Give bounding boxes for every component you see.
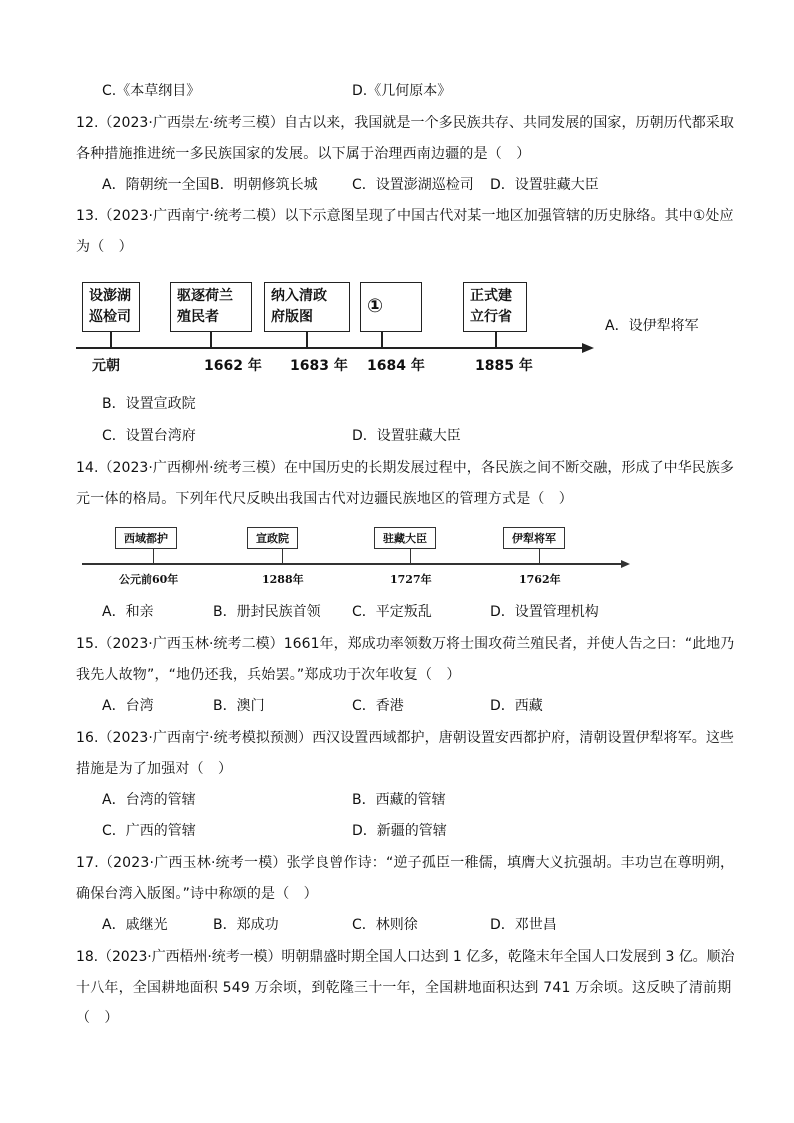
question-12-stem: 12.（2023·广西崇左·统考三模）自古以来，我国就是一个多民族共存、共同发展的国家，历朝历代都采取 bbox=[76, 115, 734, 131]
timeline-14-axis bbox=[82, 563, 622, 565]
option-c[interactable]: C.《本草纲目》 bbox=[102, 83, 201, 99]
q15-option-a[interactable]: A．台湾 bbox=[102, 698, 154, 714]
timeline-14-box: 驻藏大臣 bbox=[374, 527, 436, 549]
q17-option-d[interactable]: D．邓世昌 bbox=[490, 917, 557, 933]
q17-option-c[interactable]: C．林则徐 bbox=[352, 917, 418, 933]
timeline-13-year: 1662 年 bbox=[204, 358, 262, 374]
question-14-stem: 14.（2023·广西柳州·统考三模）在中国历史的长期发展过程中，各民族之间不断交融，形成了中华民族多 bbox=[76, 460, 734, 476]
question-12-stem-cont: 各种措施推进统一多民族国家的发展。以下属于治理西南边疆的是（ ） bbox=[76, 146, 531, 162]
q16-option-a[interactable]: A．台湾的管辖 bbox=[102, 792, 196, 808]
box-text: 立行省 bbox=[470, 309, 512, 325]
timeline-14-box: 伊犁将军 bbox=[503, 527, 565, 549]
timeline-13-axis bbox=[76, 347, 584, 349]
question-18-stem: 18.（2023·广西梧州·统考一模）明朝鼎盛时期全国人口达到 1 亿多，乾隆末年全国人口发展到 3 亿。顺治 bbox=[76, 949, 735, 965]
timeline-14-year: 1762年 bbox=[519, 573, 561, 586]
box-text: 设澎湖 bbox=[89, 288, 131, 304]
timeline-13-year: 1684 年 bbox=[367, 358, 425, 374]
arrow-right-icon bbox=[621, 560, 630, 568]
timeline-13-tick bbox=[381, 332, 383, 348]
option-d[interactable]: D.《几何原本》 bbox=[352, 83, 452, 99]
q14-option-c[interactable]: C．平定叛乱 bbox=[352, 604, 432, 620]
timeline-13-box-5 bbox=[463, 282, 527, 332]
timeline-13-year: 元朝 bbox=[92, 358, 120, 374]
q13-option-b[interactable]: B．设置宣政院 bbox=[102, 396, 196, 412]
question-18-stem-cont-2: （ ） bbox=[76, 1010, 119, 1026]
q16-option-c[interactable]: C．广西的管辖 bbox=[102, 823, 196, 839]
q17-option-a[interactable]: A．戚继光 bbox=[102, 917, 168, 933]
timeline-14-tick bbox=[153, 549, 154, 564]
arrow-right-icon bbox=[582, 343, 594, 353]
q12-option-b[interactable]: B．明朝修筑长城 bbox=[210, 177, 318, 193]
timeline-13-year: 1683 年 bbox=[290, 358, 348, 374]
timeline-14-tick bbox=[410, 549, 411, 564]
timeline-14-tick bbox=[539, 549, 540, 564]
q12-option-c[interactable]: C．设置澎湖巡检司 bbox=[352, 177, 474, 193]
timeline-14-year: 1727年 bbox=[390, 573, 432, 586]
box-text: ① bbox=[367, 295, 384, 317]
q15-option-d[interactable]: D．西藏 bbox=[490, 698, 543, 714]
box-text: 巡检司 bbox=[89, 309, 131, 325]
question-18-stem-cont: 十八年，全国耕地面积 549 万余顷，到乾隆三十一年，全国耕地面积达到 741 万余顷。这反映了清前期 bbox=[76, 980, 732, 996]
q13-option-a[interactable]: A．设伊犁将军 bbox=[605, 318, 699, 334]
timeline-13-box-4 bbox=[360, 282, 422, 332]
timeline-13-box-1 bbox=[82, 282, 140, 332]
timeline-14-year: 1288年 bbox=[262, 573, 304, 586]
timeline-13-box-3 bbox=[264, 282, 350, 332]
question-13-stem: 13.（2023·广西南宁·统考二模）以下示意图呈现了中国古代对某一地区加强管辖的历史脉络。其中①处应 bbox=[76, 208, 734, 224]
question-15-stem: 15.（2023·广西玉林·统考二模）1661年，郑成功率领数万将士围攻荷兰殖民者，并使人告之曰：“此地乃 bbox=[76, 636, 735, 652]
question-13-stem-cont: 为（ ） bbox=[76, 239, 133, 255]
q16-option-b[interactable]: B．西藏的管辖 bbox=[352, 792, 446, 808]
timeline-14-box: 宣政院 bbox=[247, 527, 298, 549]
timeline-13-year: 1885 年 bbox=[475, 358, 533, 374]
q17-option-b[interactable]: B．郑成功 bbox=[213, 917, 279, 933]
box-text: 殖民者 bbox=[177, 309, 219, 325]
question-17-stem: 17.（2023·广西玉林·统考一模）张学良曾作诗：“逆子孤臣一稚儒，填膺大义抗强胡。丰功岂在尊明朔， bbox=[76, 855, 735, 871]
box-text: 府版图 bbox=[271, 309, 313, 325]
q13-option-d[interactable]: D．设置驻藏大臣 bbox=[352, 428, 461, 444]
timeline-14-year: 公元前60年 bbox=[119, 573, 179, 586]
question-16-stem-cont: 措施是为了加强对（ ） bbox=[76, 761, 233, 777]
q15-option-c[interactable]: C．香港 bbox=[352, 698, 404, 714]
q14-option-d[interactable]: D．设置管理机构 bbox=[490, 604, 599, 620]
timeline-13-tick bbox=[306, 332, 308, 348]
q16-option-d[interactable]: D．新疆的管辖 bbox=[352, 823, 447, 839]
question-16-stem: 16.（2023·广西南宁·统考模拟预测）西汉设置西域都护，唐朝设置安西都护府，清朝设置伊犁将军。这些 bbox=[76, 730, 734, 746]
box-text: 驱逐荷兰 bbox=[177, 288, 233, 304]
timeline-13-tick bbox=[210, 332, 212, 348]
box-text: 纳入清政 bbox=[271, 288, 327, 304]
q13-option-c[interactable]: C．设置台湾府 bbox=[102, 428, 196, 444]
question-15-stem-cont: 我先人故物”，“地仍还我，兵始罢。”郑成功于次年收复（ ） bbox=[76, 667, 461, 683]
q15-option-b[interactable]: B．澳门 bbox=[213, 698, 265, 714]
question-17-stem-cont: 确保台湾入版图。”诗中称颂的是（ ） bbox=[76, 886, 318, 902]
q12-option-a[interactable]: A．隋朝统一全国 bbox=[102, 177, 210, 193]
timeline-13-box-2 bbox=[170, 282, 252, 332]
question-14-stem-cont: 元一体的格局。下列年代尺反映出我国古代对边疆民族地区的管理方式是（ ） bbox=[76, 491, 573, 507]
box-text: 正式建 bbox=[470, 288, 512, 304]
timeline-14-tick bbox=[282, 549, 283, 564]
timeline-13-tick bbox=[495, 332, 497, 348]
q12-option-d[interactable]: D．设置驻藏大臣 bbox=[490, 177, 599, 193]
timeline-13-tick bbox=[110, 332, 112, 348]
q14-option-b[interactable]: B．册封民族首领 bbox=[213, 604, 321, 620]
q14-option-a[interactable]: A．和亲 bbox=[102, 604, 154, 620]
timeline-14-box: 西域都护 bbox=[115, 527, 177, 549]
